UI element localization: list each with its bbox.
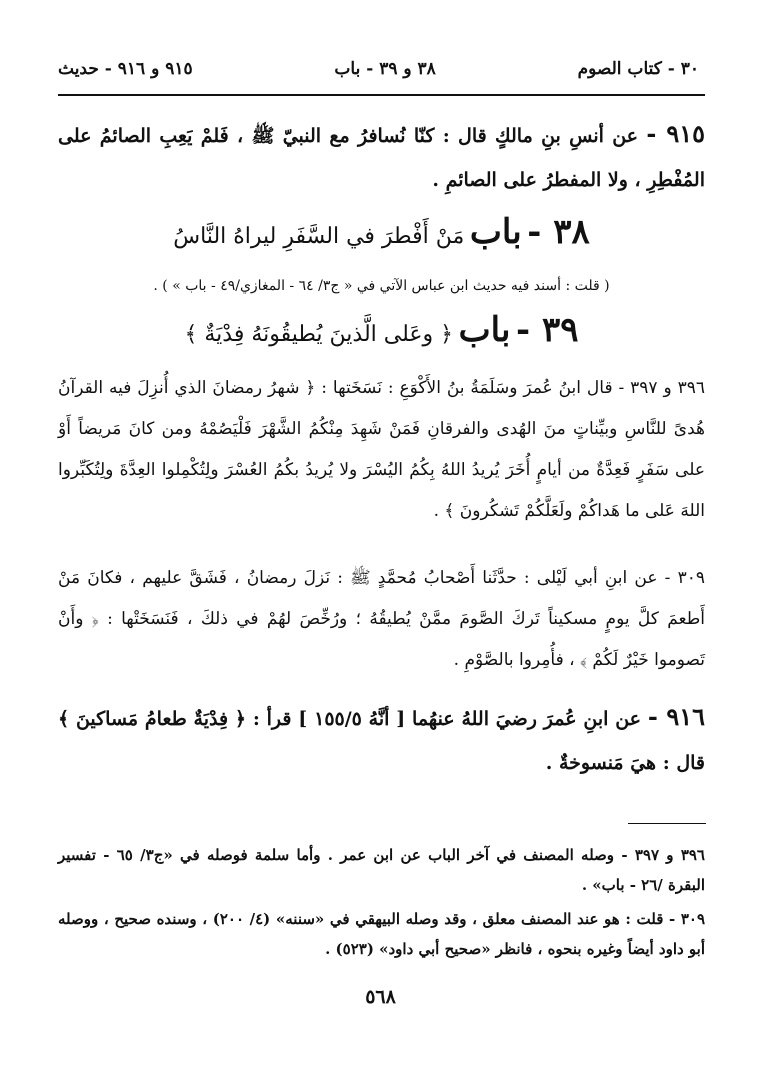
chapter-number: ٣٩ -	[516, 310, 579, 350]
footnote-rule	[628, 823, 706, 824]
chapter-38-heading	[58, 212, 705, 252]
chapter-title: ﴿ وعَلى الَّذينَ يُطيقُونَهُ فِدْيَةٌ ﴾	[184, 322, 454, 347]
hadith-number: ٩١٦ -	[647, 702, 705, 731]
hadith-number: ٩١٥ -	[646, 119, 705, 148]
mualaq-396-397: ٣٩٦ و ٣٩٧ - قال ابنُ عُمرَ وسَلَمَةُ بنُ الأَكْوَعِ : نَسَخَتها : ﴿ شهرُ رمضانَ الذي أُنزِلَ فيه القرآنُ هُدىً للنَّاسِ وبيِّناتٍ منَ الهُدى والفرقانِ فَمَنْ شَهِدَ مِنْكُمُ الشَّهْرَ فَلْيَصُمْهُ ومن كانَ مَريضاً أَوْ على سَفَرٍ فَعِدَّةٌ من أيامٍ أُخَرَ يُريدُ اللهُ بِكُمُ اليُسْرَ ولا يُريدُ بكُمُ العُسْرَ ولِتُكْمِلوا العِدَّةَ ولِتُكَبِّروا اللهَ عَلى ما هَداكُمْ ولَعَلَّكُمْ تَشكُرونَ ﴾ .	[58, 378, 705, 521]
footnotes	[58, 840, 705, 968]
running-header	[58, 52, 699, 86]
chapter-39-heading	[58, 310, 705, 350]
chapter-number: ٣٨ -	[527, 212, 590, 252]
chapter-bab-label: باب	[458, 310, 511, 350]
chapter-bab-label: باب	[469, 212, 522, 252]
hadith-text: عن ابنِ عُمرَ رضيَ اللهُ عنهُما [ أنَّهُ ١٥٥/٥ ] قرأ : ﴿ فِدْيَةٌ طعامُ مَساكينَ ﴾ قال : هيَ مَنسوخةٌ .	[58, 708, 705, 774]
chapter-title: مَنْ أَفْطرَ في السَّفَرِ ليراهُ النَّاسُ	[173, 224, 465, 249]
chapter-38-note: ( قلت : أسند فيه حديث ابن عباس الآتي في « ج٣/ ٦٤ - المغازي/٤٩ - باب » ) .	[153, 278, 610, 294]
header-chapter-range: ٣٨ و ٣٩ - باب	[334, 59, 436, 79]
footnote: ٣٩٦ و ٣٩٧ - وصله المصنف في آخر الباب عن ابن عمر . وأما سلمة فوصله في «ج٣/ ٦٥ - تفسير البقرة /٢٦ - باب» .	[58, 846, 705, 894]
hadith-916	[58, 695, 705, 785]
hadith-915	[58, 112, 705, 202]
header-rule	[58, 94, 705, 96]
footnote: ٣٠٩ - قلت : هو عند المصنف معلق ، وقد وصله البيهقي في «سننه» (٤/ ٢٠٠) ، وسنده صحيح ، ووصله أبو داود أيضاً وغيره بنحوه ، فانظر «صحيح أبي داود» (٥٢٣) .	[58, 910, 706, 958]
hadith-text: عن أنسِ بنِ مالكٍ قال : كنّا نُسافرُ مع النبيّ ﷺ ، فَلمْ يَعِبِ الصائمُ على المُفْطِرِ ، ولا المفطرُ على الصائمِ .	[58, 125, 705, 191]
page-number: ٥٦٨	[365, 986, 396, 1008]
mualaq-309: ٣٠٩ - عن ابنِ أبي لَيْلى : حدَّثَنا أَصْحابُ مُحمَّدٍ ﷺ : نَزلَ رمضانُ ، فَشَقَّ عليهم ، فكانَ مَنْ أَطعمَ كلَّ يومٍ مسكيناً تَركَ الصَّومَ ممَّنْ يُطيقُهُ ؛ ورُخِّصَ لهُمْ في ذلكَ ، فَنَسَخَتْها : ﴿ وأَنْ تَصوموا خَيْرٌ لَكُمْ ﴾ ، فأُمِروا بالصَّوْمِ .	[58, 568, 705, 670]
header-hadith-range: ٩١٥ و ٩١٦ - حديث	[58, 59, 193, 79]
header-book-title: ٣٠ - كتاب الصوم	[577, 59, 699, 79]
